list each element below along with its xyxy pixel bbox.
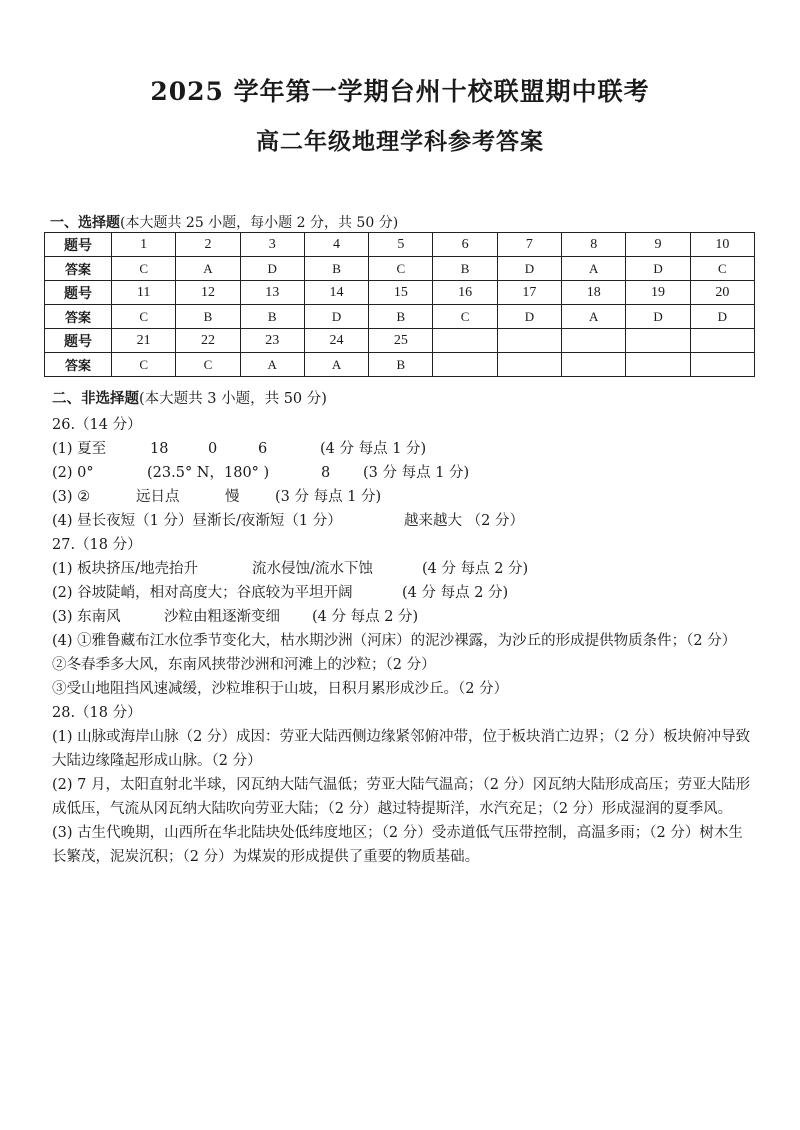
- q28-heading: 28.（18 分）: [52, 705, 142, 721]
- question-number: 5: [369, 233, 433, 257]
- q27-part3: [52, 605, 757, 629]
- table-row: [45, 281, 755, 305]
- answer-cell: C: [369, 257, 433, 281]
- q26-1-d: 6: [258, 441, 268, 457]
- q26-heading: 26.（14 分）: [52, 417, 142, 433]
- section2-block: [52, 387, 757, 869]
- table-row: [45, 233, 755, 257]
- question-number: 11: [112, 281, 176, 305]
- empty-cell: [626, 329, 690, 353]
- answer-header: 答案: [45, 257, 112, 281]
- q27-heading: 27.（18 分）: [52, 537, 142, 553]
- q27-2-b: (4 分 每点 2 分): [402, 585, 509, 601]
- section1-heading: [50, 212, 398, 232]
- empty-cell: [497, 353, 561, 377]
- q26-part3: [52, 485, 757, 509]
- empty-cell: [497, 329, 561, 353]
- answer-cell: A: [176, 257, 240, 281]
- answer-cell: D: [304, 305, 368, 329]
- question-number: 3: [240, 233, 304, 257]
- q26-part4: [52, 509, 757, 533]
- section2-heading: [52, 387, 757, 411]
- answer-cell: D: [690, 305, 754, 329]
- question-number: 20: [690, 281, 754, 305]
- q27-part4: (4) ①雅鲁藏布江水位季节变化大，枯水期沙洲（河床）的泥沙裸露，为沙丘的形成提供物质条件；（2 分）: [52, 633, 737, 649]
- answer-cell: B: [369, 353, 433, 377]
- q27-part4-point2: ②冬春季多大风，东南风挟带沙洲和河滩上的沙粒；（2 分）: [52, 657, 436, 673]
- answer-cell: B: [433, 257, 497, 281]
- q26-2-c: 8: [321, 465, 331, 481]
- answer-cell: D: [497, 305, 561, 329]
- answer-cell: B: [304, 257, 368, 281]
- section2-note: (本大题共 3 小题，共 50 分): [139, 391, 327, 407]
- q26-1-c: 0: [208, 441, 218, 457]
- number-header: 题号: [45, 233, 112, 257]
- answer-cell: D: [626, 257, 690, 281]
- empty-cell: [626, 353, 690, 377]
- number-header: 题号: [45, 329, 112, 353]
- question-number: 16: [433, 281, 497, 305]
- answer-table: [44, 232, 755, 377]
- section1-title: 一、选择题: [50, 215, 120, 231]
- q26-part2: [52, 461, 757, 485]
- question-number: 15: [369, 281, 433, 305]
- question-number: 21: [112, 329, 176, 353]
- q27-3-b: 沙粒由粗逐渐变细: [164, 609, 280, 625]
- answer-header: 答案: [45, 353, 112, 377]
- answer-cell: D: [240, 257, 304, 281]
- q27-1-b: 流水侵蚀/流水下蚀: [252, 561, 373, 577]
- question-number: 4: [304, 233, 368, 257]
- q27-1-c: (4 分 每点 2 分): [422, 561, 529, 577]
- q27-part4-point3: ③受山地阻挡风速减缓，沙粒堆积于山坡，日积月累形成沙丘。（2 分）: [52, 681, 509, 697]
- q28-part1: (1) 山脉或海岸山脉（2 分）成因：劳亚大陆西侧边缘紧邻俯冲带，位于板块消亡边界；（2 分）板块俯冲导致大陆边缘隆起形成山脉。（2 分）: [52, 729, 751, 769]
- q26-3-a: (3) ②: [52, 489, 91, 505]
- number-header: 题号: [45, 281, 112, 305]
- question-number: 13: [240, 281, 304, 305]
- answer-cell: C: [112, 257, 176, 281]
- question-number: 8: [562, 233, 626, 257]
- question-number: 18: [562, 281, 626, 305]
- empty-cell: [562, 353, 626, 377]
- answer-cell: D: [626, 305, 690, 329]
- q28-part3: (3) 古生代晚期，山西所在华北陆块处低纬度地区；（2 分）受赤道低气压带控制，高温多雨；（2 分）树木生长繁茂，泥炭沉积；（2 分）为煤炭的形成提供了重要的物质基础。: [52, 825, 743, 865]
- answer-cell: C: [690, 257, 754, 281]
- empty-cell: [433, 329, 497, 353]
- q26-4-a: (4) 昼长夜短（1 分）昼渐长/夜渐短（1 分）: [52, 513, 342, 529]
- table-row: [45, 353, 755, 377]
- answer-header: 答案: [45, 305, 112, 329]
- answer-cell: C: [112, 353, 176, 377]
- q26-4-b: 越来越大 （2 分）: [404, 513, 524, 529]
- q27-3-a: (3) 东南风: [52, 609, 121, 625]
- answer-cell: D: [497, 257, 561, 281]
- q26-2-a: (2) 0°: [52, 465, 94, 481]
- q26-3-d: (3 分 每点 1 分): [275, 489, 382, 505]
- answer-cell: A: [562, 305, 626, 329]
- question-number: 22: [176, 329, 240, 353]
- question-number: 12: [176, 281, 240, 305]
- question-number: 10: [690, 233, 754, 257]
- section2-title: 二、非选择题: [52, 390, 139, 407]
- question-number: 25: [369, 329, 433, 353]
- q26-3-c: 慢: [225, 489, 240, 505]
- answer-cell: C: [433, 305, 497, 329]
- q26-3-b: 远日点: [136, 489, 180, 505]
- question-number: 1: [112, 233, 176, 257]
- q28-part2: (2) 7 月，太阳直射北半球，冈瓦纳大陆气温低；劳亚大陆气温高；（2 分）冈瓦纳大陆形成高压；劳亚大陆形成低压，气流从冈瓦纳大陆吹向劳亚大陆；（2 分）越过特提斯洋，水汽充足；（2 分）形成湿润的夏季风。: [52, 777, 751, 817]
- q27-1-a: (1) 板块挤压/地壳抬升: [52, 561, 199, 577]
- question-number: 24: [304, 329, 368, 353]
- empty-cell: [690, 353, 754, 377]
- answer-cell: A: [240, 353, 304, 377]
- question-number: 23: [240, 329, 304, 353]
- page-subtitle: 高二年级地理学科参考答案: [256, 128, 544, 155]
- answer-cell: B: [176, 305, 240, 329]
- table-row: [45, 329, 755, 353]
- q26-2-b: (23.5° N，180° ): [147, 465, 270, 481]
- q26-1-b: 18: [150, 441, 169, 457]
- empty-cell: [562, 329, 626, 353]
- question-number: 14: [304, 281, 368, 305]
- question-number: 2: [176, 233, 240, 257]
- question-number: 6: [433, 233, 497, 257]
- question-number: 7: [497, 233, 561, 257]
- section1-note: (本大题共 25 小题，每小题 2 分，共 50 分): [120, 215, 399, 231]
- question-number: 17: [497, 281, 561, 305]
- answer-cell: A: [562, 257, 626, 281]
- q26-1-a: (1) 夏至: [52, 441, 107, 457]
- table-row: [45, 257, 755, 281]
- q27-2-a: (2) 谷坡陡峭，相对高度大；谷底较为平坦开阔: [52, 585, 353, 601]
- q27-part2: [52, 581, 757, 605]
- empty-cell: [690, 329, 754, 353]
- question-number: 19: [626, 281, 690, 305]
- q26-part1: [52, 437, 757, 461]
- q26-1-e: (4 分 每点 1 分): [320, 441, 427, 457]
- answer-cell: A: [304, 353, 368, 377]
- q27-3-c: (4 分 每点 2 分): [312, 609, 419, 625]
- q26-2-d: (3 分 每点 1 分): [363, 465, 470, 481]
- page-title: 2025 学年第一学期台州十校联盟期中联考: [150, 77, 650, 106]
- empty-cell: [433, 353, 497, 377]
- answer-cell: C: [112, 305, 176, 329]
- answer-cell: B: [369, 305, 433, 329]
- question-number: 9: [626, 233, 690, 257]
- q27-part1: [52, 557, 757, 581]
- answer-cell: B: [240, 305, 304, 329]
- table-row: [45, 305, 755, 329]
- answer-cell: C: [176, 353, 240, 377]
